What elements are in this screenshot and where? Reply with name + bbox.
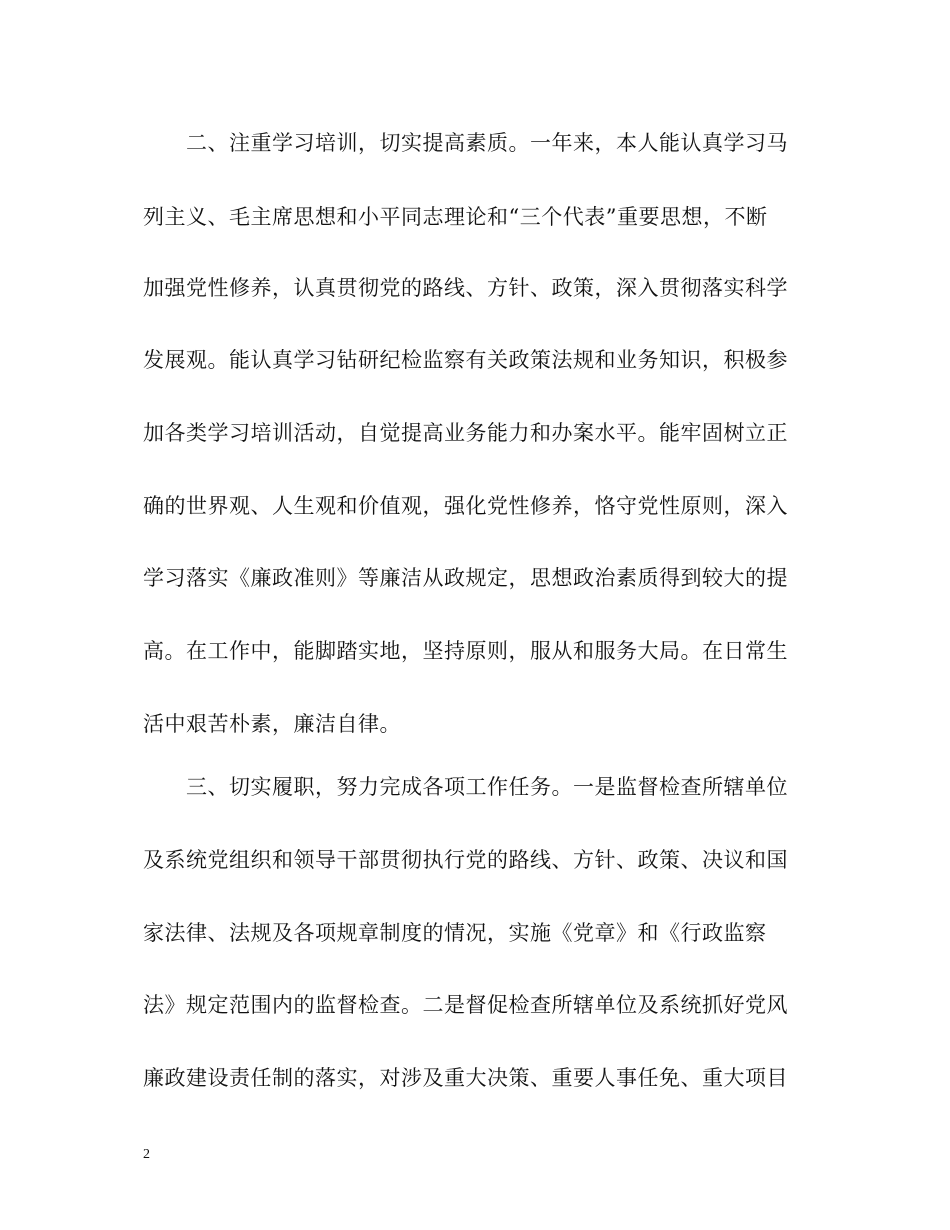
- text-line: 及系统党组织和领导干部贯彻执行党的路线、方针、政策、决议和国: [143, 848, 788, 872]
- text-line: 法》规定范围内的监督检查。二是督促检查所辖单位及系统抓好党风: [143, 993, 788, 1017]
- text-line: 列主义、毛主席思想和小平同志理论和“三个代表”重要思想，不断: [143, 205, 768, 229]
- text-line: 高。在工作中，能脚踏实地，坚持原则，服从和服务大局。在日常生: [143, 639, 788, 663]
- page-number: 2: [143, 1147, 150, 1162]
- text-line: 加强党性修养，认真贯彻党的路线、方针、政策，深入贯彻落实科学: [143, 276, 788, 300]
- text-line: 活中艰苦朴素，廉洁自律。: [143, 712, 401, 736]
- text-line: 确的世界观、人生观和价值观，强化党性修养，恪守党性原则，深入: [143, 494, 788, 518]
- text-line: 三、切实履职，努力完成各项工作任务。一是监督检查所辖单位: [143, 775, 788, 799]
- text-line: 学习落实《廉政准则》等廉洁从政规定，思想政治素质得到较大的提: [143, 566, 788, 590]
- text-line: 家法律、法规及各项规章制度的情况，实施《党章》和《行政监察: [143, 921, 767, 945]
- text-line: 发展观。能认真学习钻研纪检监察有关政策法规和业务知识，积极参: [143, 348, 788, 372]
- text-line: 廉政建设责任制的落实，对涉及重大决策、重要人事任免、重大项目: [143, 1066, 788, 1090]
- text-line: 加各类学习培训活动，自觉提高业务能力和办案水平。能牢固树立正: [143, 421, 788, 445]
- text-line: 二、注重学习培训，切实提高素质。一年来，本人能认真学习马: [143, 131, 788, 155]
